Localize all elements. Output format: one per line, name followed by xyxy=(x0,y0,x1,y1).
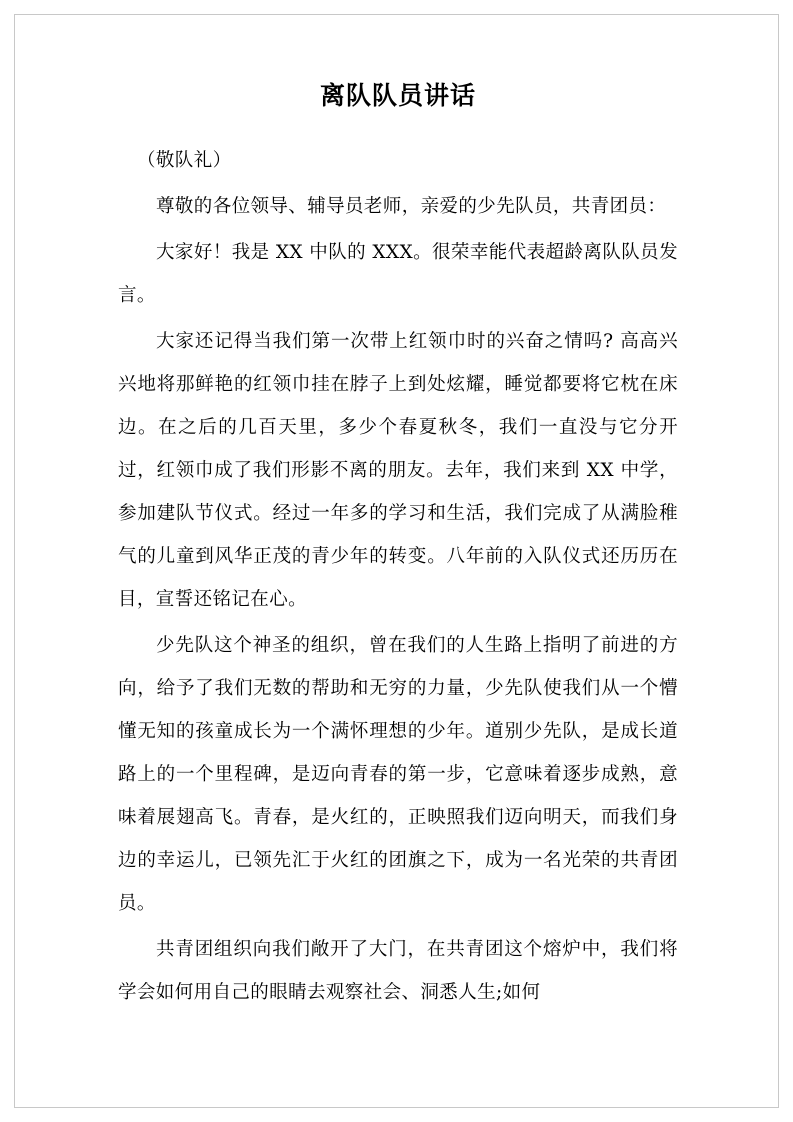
paragraph-salute: （敬队礼） xyxy=(137,150,232,171)
paragraph-intro: 大家好！我是 XX 中队的 XXX。很荣幸能代表超龄离队队员发言。 xyxy=(118,242,678,306)
document-content xyxy=(118,78,678,1017)
page-title: 离队队员讲话 xyxy=(319,81,476,110)
paragraph-league: 共青团组织向我们敞开了大门，在共青团这个熔炉中，我们将学会如何用自己的眼睛去观察社会、洞悉人生;如何 xyxy=(118,939,678,1003)
paragraph-memory: 大家还记得当我们第一次带上红领巾时的兴奋之情吗? 高高兴兴地将那鲜艳的红领巾挂在脖子上到处炫耀，睡觉都要将它枕在床边。在之后的几百天里，多少个春夏秋冬，我们一直没与它分开过，红领巾成了我们形影不离的朋友。去年，我们来到 XX 中学，参加建队节仪式。经过一年多的学习和生活，我们完成了从满脸稚气的儿童到风华正茂的青少年的转变。八年前的入队仪式还历历在目，宣誓还铭记在心。 xyxy=(118,331,678,610)
paragraph-greeting: 尊敬的各位领导、辅导员老师，亲爱的少先队员，共青团员： xyxy=(156,196,667,217)
paragraph-organization: 少先队这个神圣的组织，曾在我们的人生路上指明了前进的方向，给予了我们无数的帮助和无穷的力量，少先队使我们从一个懵懂无知的孩童成长为一个满怀理想的少年。道别少先队，是成长道路上的一个里程碑，是迈向青春的第一步，它意味着逐步成熟，意味着展翅高飞。青春，是火红的，正映照我们迈向明天，而我们身边的幸运儿，已领先汇于火红的团旗之下，成为一名光荣的共青团员。 xyxy=(118,635,678,914)
